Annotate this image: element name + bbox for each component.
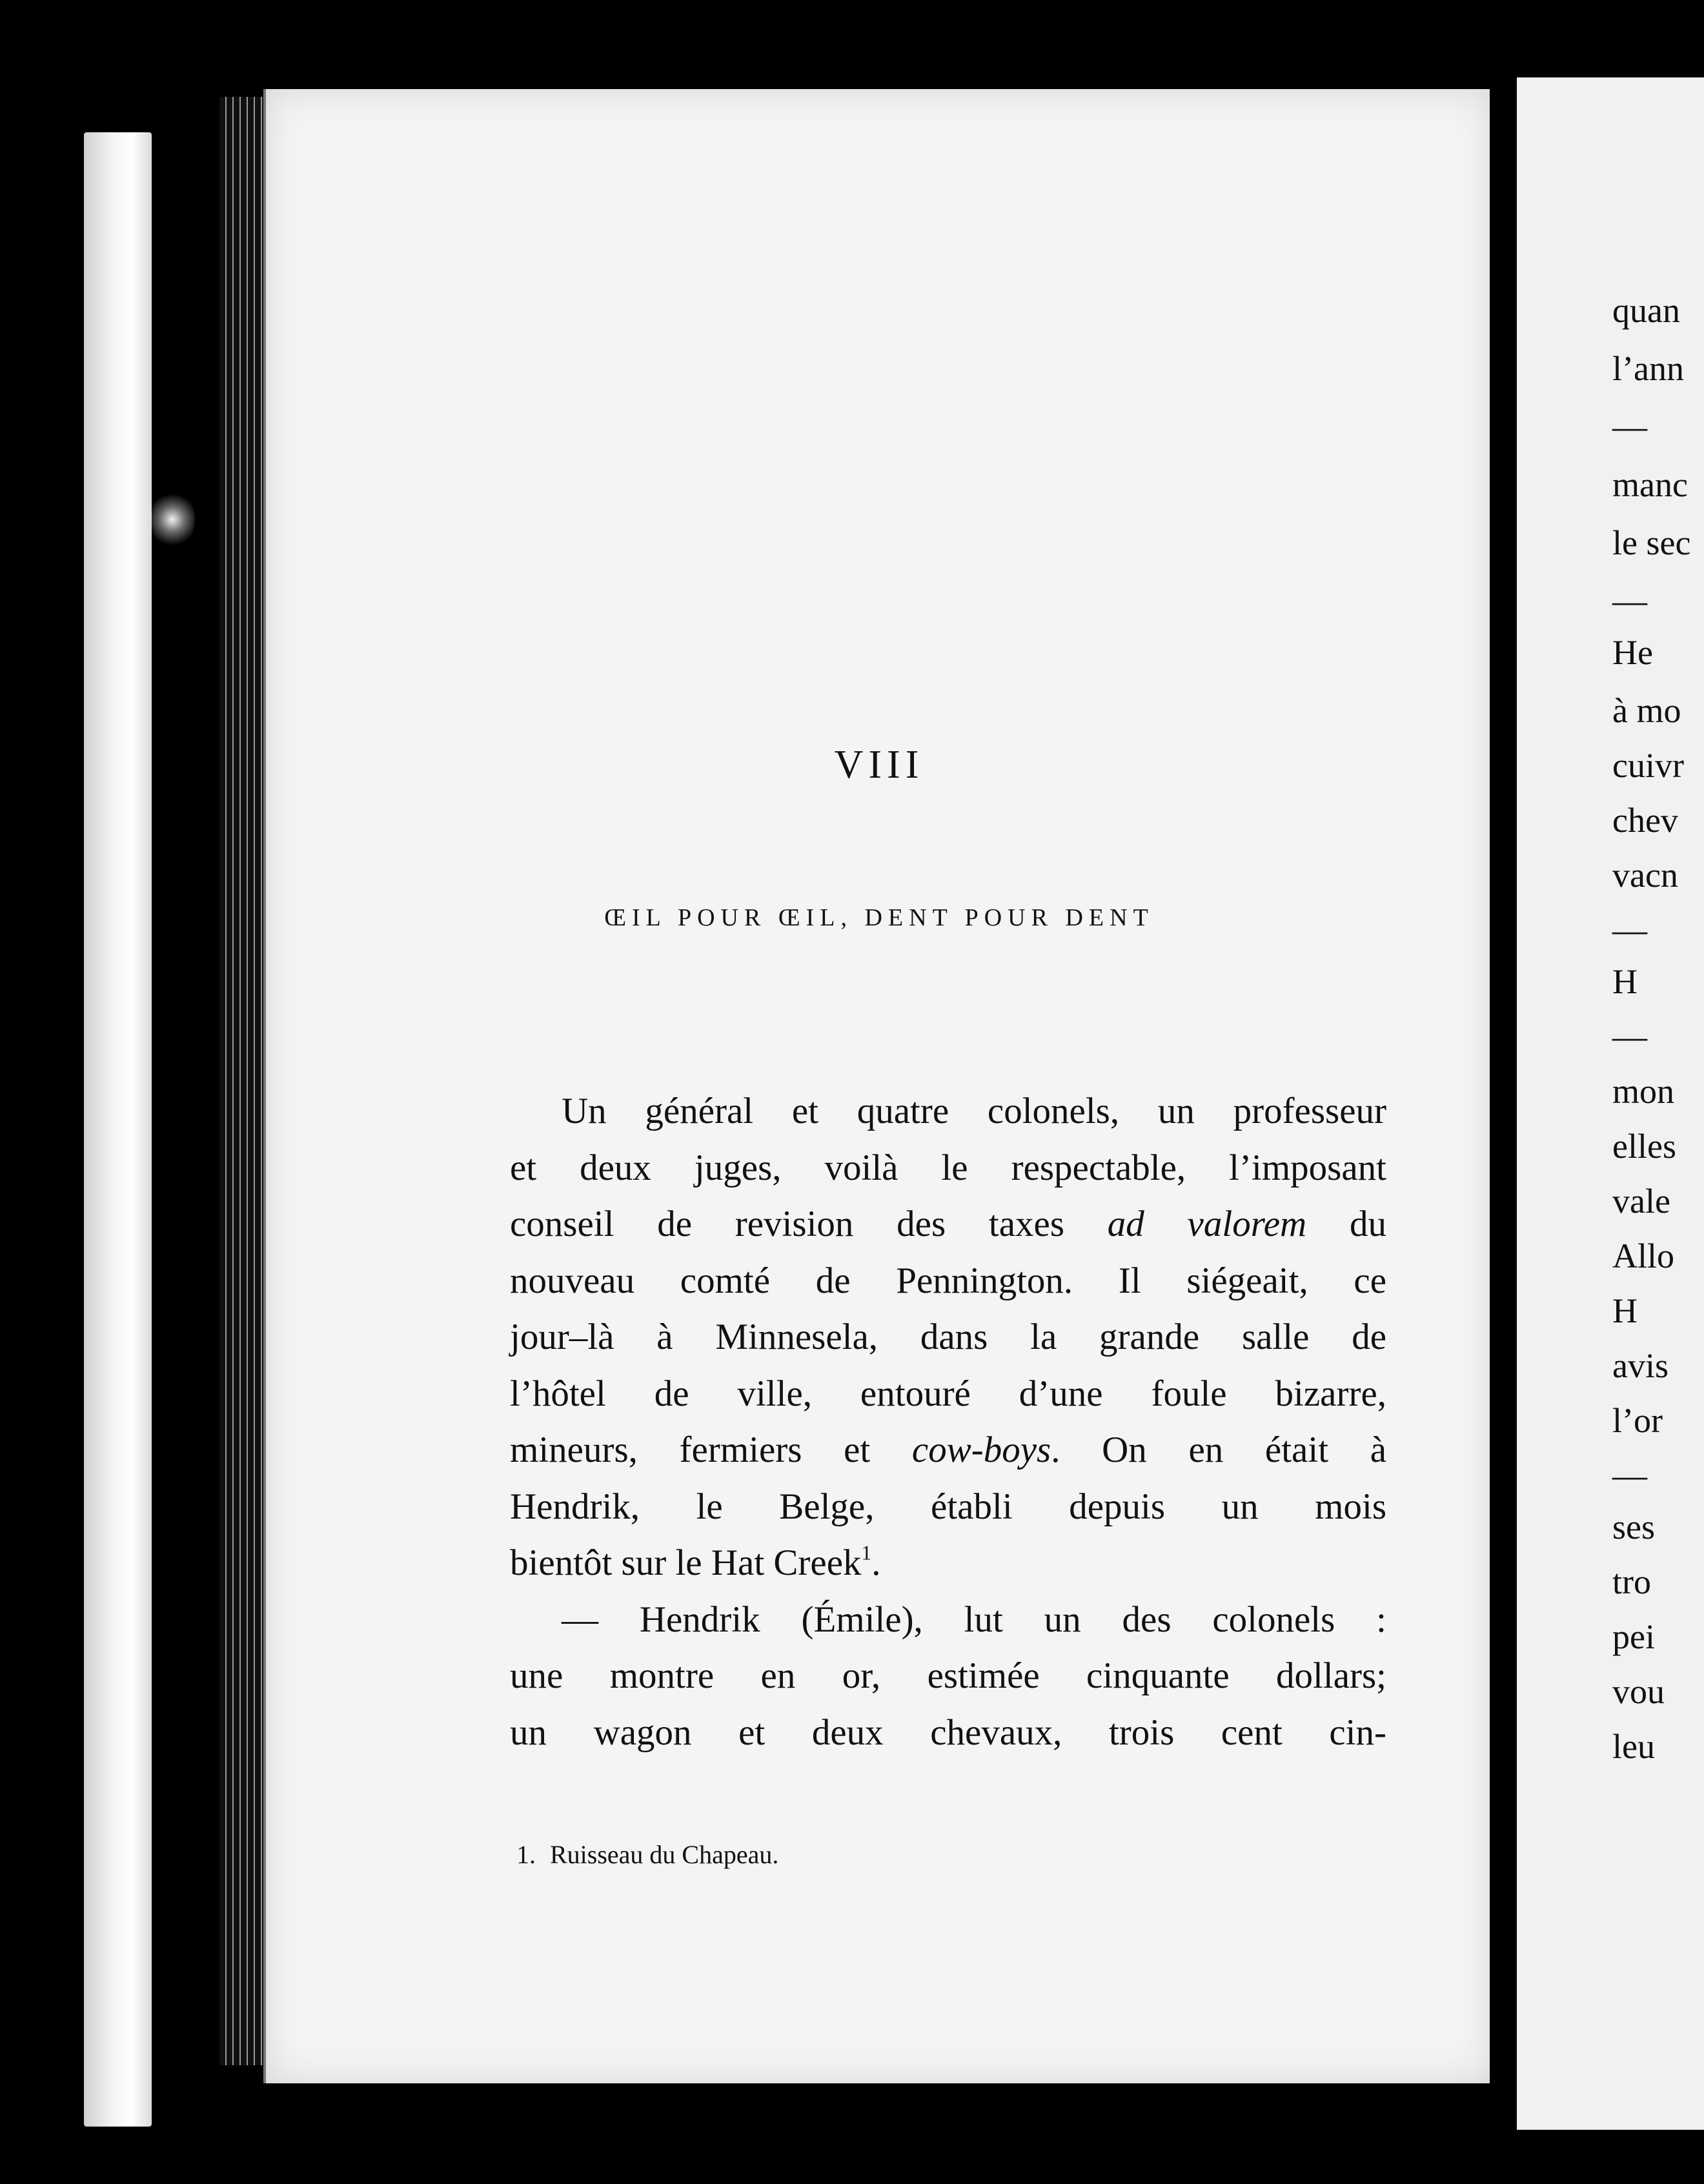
book-gutter — [1490, 84, 1517, 2169]
text-line: l’hôtel de ville, entouré d’une foule bizarre, — [510, 1373, 1386, 1414]
right-page-fragment: — — [1612, 1017, 1647, 1056]
right-page-fragment: He — [1612, 633, 1653, 672]
chapter-title: ŒIL POUR ŒIL, DENT POUR DENT — [604, 904, 1154, 931]
right-page-fragment: — — [1612, 911, 1647, 949]
right-page-fragment: manc — [1612, 465, 1688, 504]
right-page-fragment: cuivr — [1612, 746, 1684, 785]
text-segment: . On en était à — [1051, 1430, 1386, 1470]
right-page-fragment: vacn — [1612, 856, 1678, 895]
text-segment: du — [1306, 1204, 1386, 1244]
binding-strip — [84, 132, 152, 2127]
text-line: Un général et quatre colonels, un professeur — [562, 1091, 1386, 1131]
text-line — [510, 1196, 1386, 1253]
right-page-fragment: H — [1612, 1291, 1638, 1330]
right-page-fragment: — — [1612, 1456, 1647, 1495]
text-line: un wagon et deux chevaux, trois cent cin- — [510, 1712, 1386, 1753]
right-page-fragment: vou — [1612, 1672, 1665, 1711]
right-page-fragment: tro — [1612, 1562, 1651, 1601]
text-segment: . — [871, 1542, 881, 1583]
right-page-fragment: l’ann — [1612, 349, 1684, 388]
right-page-fragment: H — [1612, 962, 1638, 1001]
text-line: une montre en or, estimée cinquante dollars; — [510, 1655, 1386, 1696]
italic-text: cow-boys — [911, 1430, 1051, 1470]
footnote — [516, 1839, 778, 1870]
right-page-fragment: Allo — [1612, 1237, 1675, 1275]
right-page-fragment: pei — [1612, 1617, 1655, 1656]
text-line: — Hendrik (Émile), lut un des colonels : — [562, 1599, 1386, 1640]
right-page-fragment: avis — [1612, 1346, 1669, 1385]
right-page-fragment: chev — [1612, 801, 1678, 840]
right-page-fragment: leu — [1612, 1727, 1655, 1766]
text-line — [510, 1535, 1386, 1592]
text-segment: conseil de revision des taxes — [510, 1204, 1108, 1244]
right-page-fragment: vale — [1612, 1182, 1670, 1220]
chapter-number: VIII — [834, 743, 924, 787]
body-text — [510, 1083, 1386, 1761]
right-page-fragment: à mo — [1612, 691, 1681, 730]
footnote-text: Ruisseau du Chapeau. — [550, 1840, 779, 1869]
right-page-fragment: — — [1612, 407, 1647, 446]
left-page — [263, 89, 1494, 2083]
text-line: jour–là à Minnesela, dans la grande salle de — [510, 1317, 1386, 1357]
right-page-fragment: le sec — [1612, 523, 1691, 562]
right-page-fragment: quan — [1612, 291, 1680, 330]
footnote-reference: 1 — [861, 1541, 872, 1564]
text-segment: bientôt sur le Hat Creek — [510, 1542, 862, 1583]
text-line — [510, 1422, 1386, 1479]
footnote-number: 1. — [516, 1840, 536, 1869]
italic-text: ad valorem — [1107, 1204, 1307, 1244]
text-segment: mineurs, fermiers et — [510, 1430, 912, 1470]
right-page-fragment: — — [1612, 581, 1647, 620]
right-page-fragment: elles — [1612, 1127, 1676, 1166]
right-page-fragment: mon — [1612, 1072, 1675, 1111]
text-line: Hendrik, le Belge, établi depuis un mois — [510, 1486, 1386, 1527]
text-line: et deux juges, voilà le respectable, l’imposant — [510, 1147, 1386, 1188]
text-line: nouveau comté de Pennington. Il siégeait, ce — [510, 1260, 1386, 1301]
right-page-fragment: l’or — [1612, 1401, 1663, 1440]
light-glare — [150, 490, 195, 549]
right-page-fragment: ses — [1612, 1508, 1655, 1546]
right-page — [1517, 77, 1704, 2130]
